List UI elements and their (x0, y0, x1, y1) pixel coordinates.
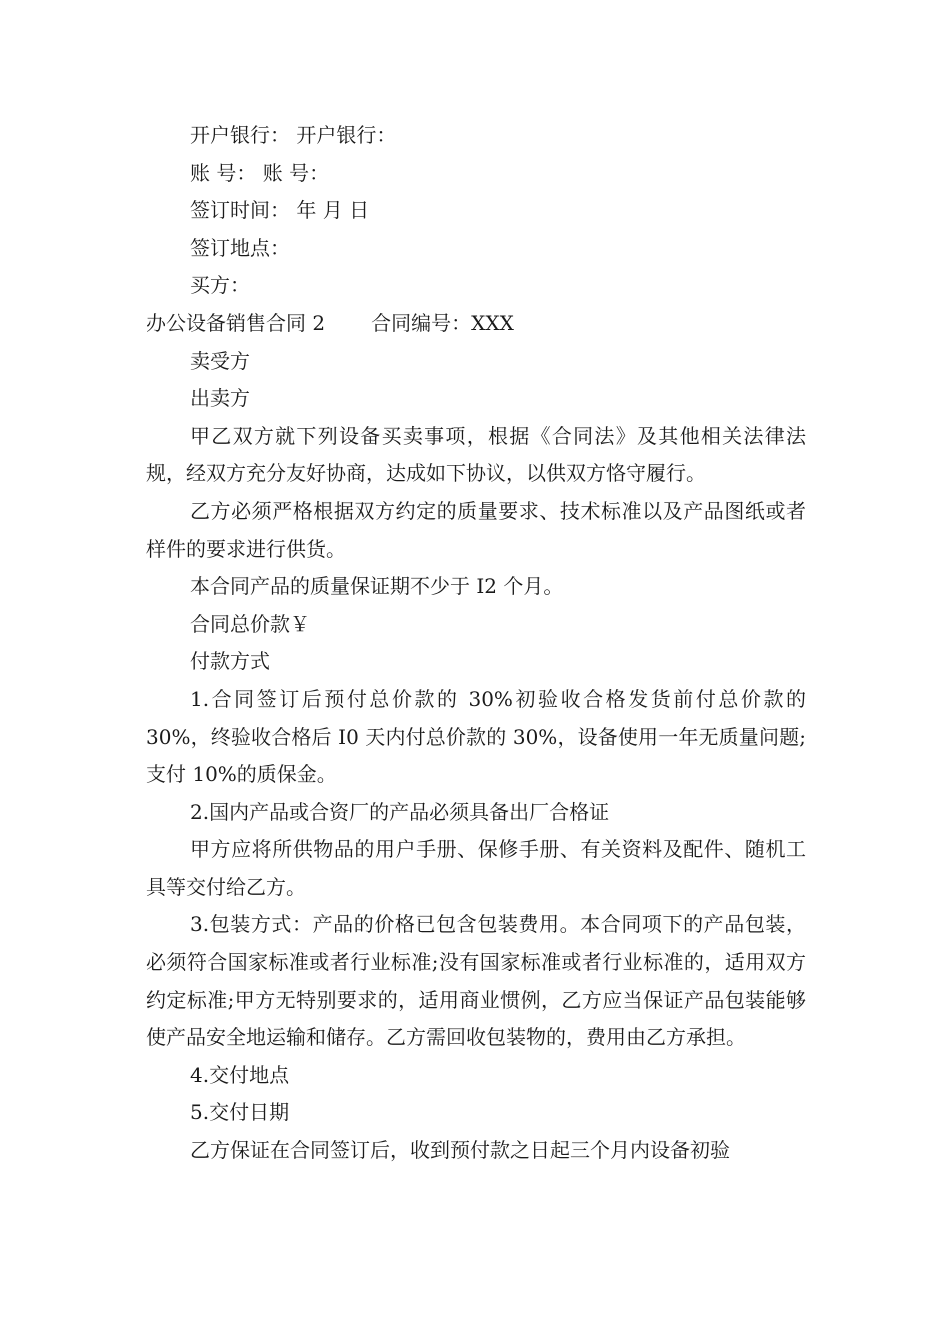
sign-time-value: 年 月 日 (296, 198, 370, 223)
paragraph-intro: 甲乙双方就下列设备买卖事项，根据《合同法》及其他相关法律法规，经双方充分友好协商，达成如下协议，以供双方恪守履行。 (146, 423, 806, 486)
clause-4-delivery-place: 4.交付地点 (190, 1062, 290, 1087)
account-label-right: 账 号： (262, 160, 330, 185)
paragraph-total-price: 合同总价款￥ (190, 611, 310, 636)
bank-line (146, 117, 806, 155)
sign-place-line: 签订地点： (190, 235, 290, 260)
paragraph-payment-method: 付款方式 (190, 649, 270, 674)
paragraph-manuals: 甲方应将所供物品的用户手册、保修手册、有关资料及配件、随机工具等交付给乙方。 (146, 837, 806, 899)
party-seller: 出卖方 (190, 386, 250, 411)
account-label-left: 账 号： (190, 160, 257, 185)
clause-1-payment: 1.合同签订后预付总价款的 30%初验收合格发货前付总价款的 30%，终验收合格后 I0 天内付总价款的 30%，设备使用一年无质量问题;支付 10%的质保金。 (146, 686, 806, 787)
clause-5-delivery-date: 5.交付日期 (190, 1100, 290, 1125)
paragraph-warranty: 本合同产品的质量保证期不少于 I2 个月。 (190, 574, 564, 599)
bank-label-left: 开户银行： (190, 123, 290, 147)
contract-title: 办公设备销售合同 2 (146, 310, 326, 335)
sign-time-line (146, 192, 806, 230)
sign-time-label: 签订时间： (190, 198, 290, 223)
clause-3-packaging: 3.包装方式：产品的价格已包含包装费用。本合同项下的产品包装，必须符合国家标准或者行业标准;没有国家标准或者行业标准的，适用双方约定标准;甲方无特别要求的，适用商业惯例，乙方应当保证产品包装能够使产品安全地运输和储存。乙方需回收包装物的，费用由乙方承担。 (146, 912, 806, 1050)
document-body (146, 117, 806, 1170)
paragraph-quality: 乙方必须严格根据双方约定的质量要求、技术标准以及产品图纸或者样件的要求进行供货。 (146, 498, 806, 561)
buyer-line: 买方： (190, 273, 250, 298)
clause-2-certificate: 2.国内产品或合资厂的产品必须具备出厂合格证 (190, 799, 610, 824)
party-receiver: 卖受方 (190, 348, 250, 373)
contract-heading (146, 305, 806, 343)
account-line (146, 155, 806, 193)
bank-label-right: 开户银行： (296, 123, 397, 147)
paragraph-delivery-guarantee: 乙方保证在合同签订后，收到预付款之日起三个月内设备初验 (190, 1138, 730, 1163)
contract-number: 合同编号：XXX (371, 310, 514, 335)
